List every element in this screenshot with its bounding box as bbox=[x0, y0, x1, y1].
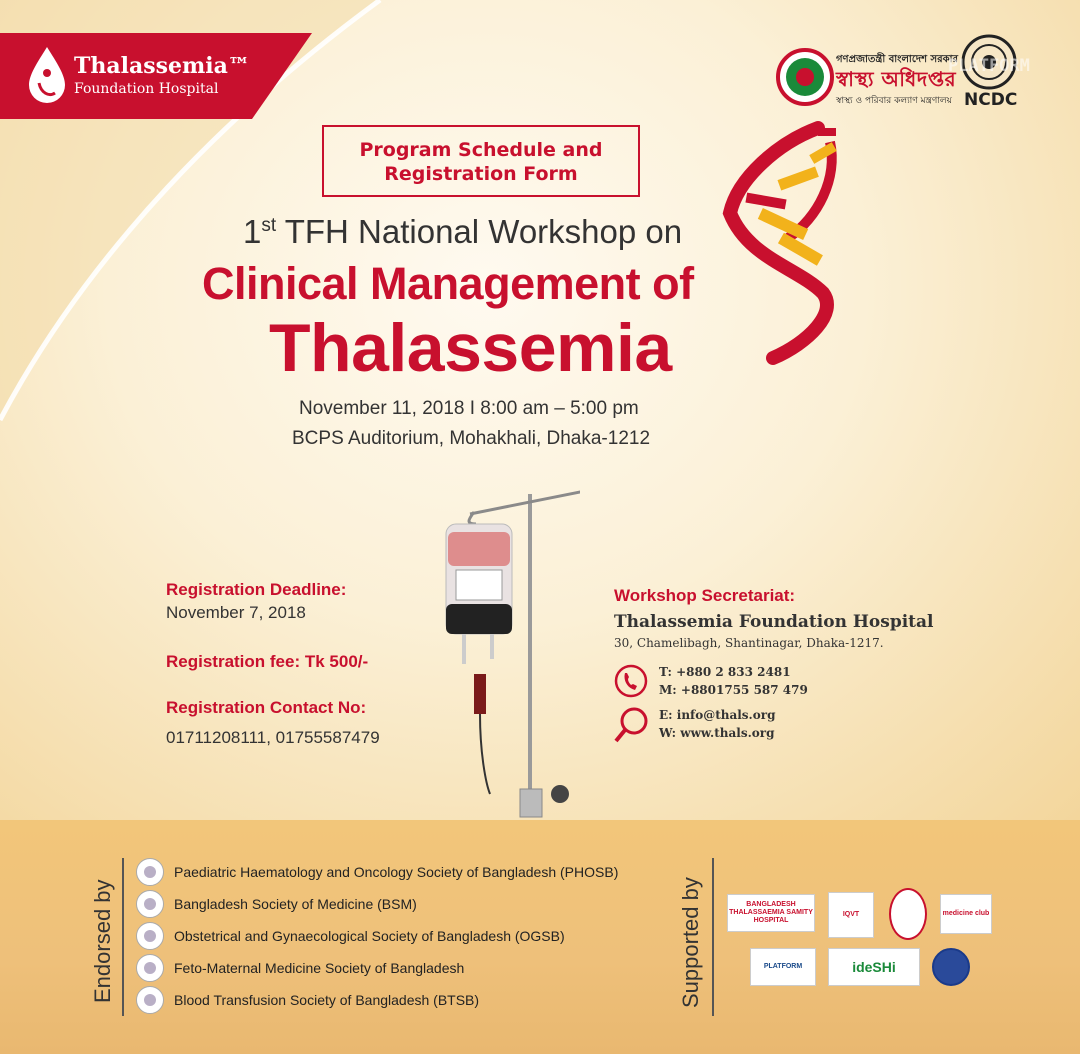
watermark: PLATFORM bbox=[948, 56, 1030, 76]
endorser-text: Feto-Maternal Medicine Society of Bangladesh bbox=[174, 960, 465, 976]
endorser-item bbox=[136, 953, 464, 983]
workshop-title bbox=[243, 213, 682, 251]
gov-line1: গণপ্রজাতন্ত্রী বাংলাদেশ সরকার bbox=[836, 54, 958, 65]
title-ordinal-sup: st bbox=[261, 215, 277, 236]
registration-contact-value: 01711208111, 01755587479 bbox=[166, 728, 380, 747]
gov-line3: স্বাস্থ্য ও পরিবার কল্যাণ মন্ত্রণালয় bbox=[836, 96, 952, 106]
endorser-text: Bangladesh Society of Medicine (BSM) bbox=[174, 896, 417, 912]
program-line1: Program Schedule and bbox=[359, 139, 603, 161]
logo-subtitle: Foundation Hospital bbox=[74, 81, 219, 97]
blood-drop-icon bbox=[27, 45, 67, 107]
phone-icon bbox=[614, 664, 648, 698]
ideshi-logo: ideSHi bbox=[828, 948, 920, 986]
supported-divider bbox=[712, 858, 714, 1016]
endorser-text: Obstetrical and Gynaecological Society of Bangladesh (OGSB) bbox=[174, 928, 565, 944]
program-line2: Registration Form bbox=[384, 163, 578, 185]
dna-helix-icon bbox=[718, 118, 858, 368]
title-line1: TFH National Workshop on bbox=[276, 213, 683, 250]
platform-logo: PLATFORM bbox=[750, 948, 816, 986]
endorser-item bbox=[136, 985, 479, 1015]
title-line2: Clinical Management of bbox=[202, 258, 694, 309]
iv-stand-illustration bbox=[440, 484, 580, 820]
ncdc-label: NCDC bbox=[964, 90, 1018, 110]
medicine-club-logo: medicine club bbox=[940, 894, 992, 934]
contact-email[interactable]: E: info@thals.org bbox=[659, 708, 776, 722]
title-ordinal: 1 bbox=[243, 213, 262, 250]
registration-fee: Registration fee: Tk 500/- bbox=[166, 652, 369, 671]
event-venue: BCPS Auditorium, Mohakhali, Dhaka-1212 bbox=[292, 428, 651, 449]
secretariat-name: Thalassemia Foundation Hospital bbox=[614, 612, 934, 632]
secretariat-address: 30, Chamelibagh, Shantinagar, Dhaka-1217. bbox=[614, 636, 884, 650]
secretariat-label: Workshop Secretariat: bbox=[614, 586, 796, 605]
search-icon bbox=[614, 706, 650, 744]
endorsed-by-label: Endorsed by bbox=[90, 879, 115, 1003]
logo-name: Thalassemia™ bbox=[74, 53, 250, 79]
iqvt-logo: IQVT bbox=[828, 892, 874, 938]
btsb-logo-icon bbox=[136, 986, 164, 1014]
contact-website[interactable]: W: www.thals.org bbox=[659, 726, 775, 740]
endorser-item bbox=[136, 921, 565, 951]
endorser-text: Blood Transfusion Society of Bangladesh (BTSB) bbox=[174, 992, 480, 1008]
endorsed-divider bbox=[122, 858, 124, 1016]
seal-logo-icon bbox=[889, 888, 927, 940]
endorser-item bbox=[136, 889, 417, 919]
program-schedule-box bbox=[322, 125, 640, 197]
gov-line2: স্বাস্থ্য অধিদপ্তর bbox=[836, 67, 957, 91]
bsm-logo-icon bbox=[136, 890, 164, 918]
round-org-logo-icon bbox=[932, 948, 970, 986]
event-date: November 11, 2018 I 8:00 am – 5:00 pm bbox=[299, 398, 639, 419]
title-line3: Thalassemia bbox=[269, 310, 672, 386]
phosb-logo-icon bbox=[136, 858, 164, 886]
fmmsb-logo-icon bbox=[136, 954, 164, 982]
phone-t: T: +880 2 833 2481 bbox=[659, 665, 791, 679]
gov-seal-icon bbox=[776, 48, 834, 106]
registration-deadline-label: Registration Deadline: bbox=[166, 580, 347, 599]
endorser-text: Paediatric Haematology and Oncology Society of Bangladesh (PHOSB) bbox=[174, 864, 619, 880]
bts-hospital-logo: BANGLADESH THALASSAEMIA SAMITY HOSPITAL bbox=[727, 894, 815, 932]
ogsb-logo-icon bbox=[136, 922, 164, 950]
supported-by-label: Supported by bbox=[678, 877, 703, 1008]
phone-m: M: +8801755 587 479 bbox=[659, 683, 808, 697]
endorser-item bbox=[136, 857, 618, 887]
registration-deadline-value: November 7, 2018 bbox=[166, 603, 306, 622]
registration-contact-label: Registration Contact No: bbox=[166, 698, 367, 717]
